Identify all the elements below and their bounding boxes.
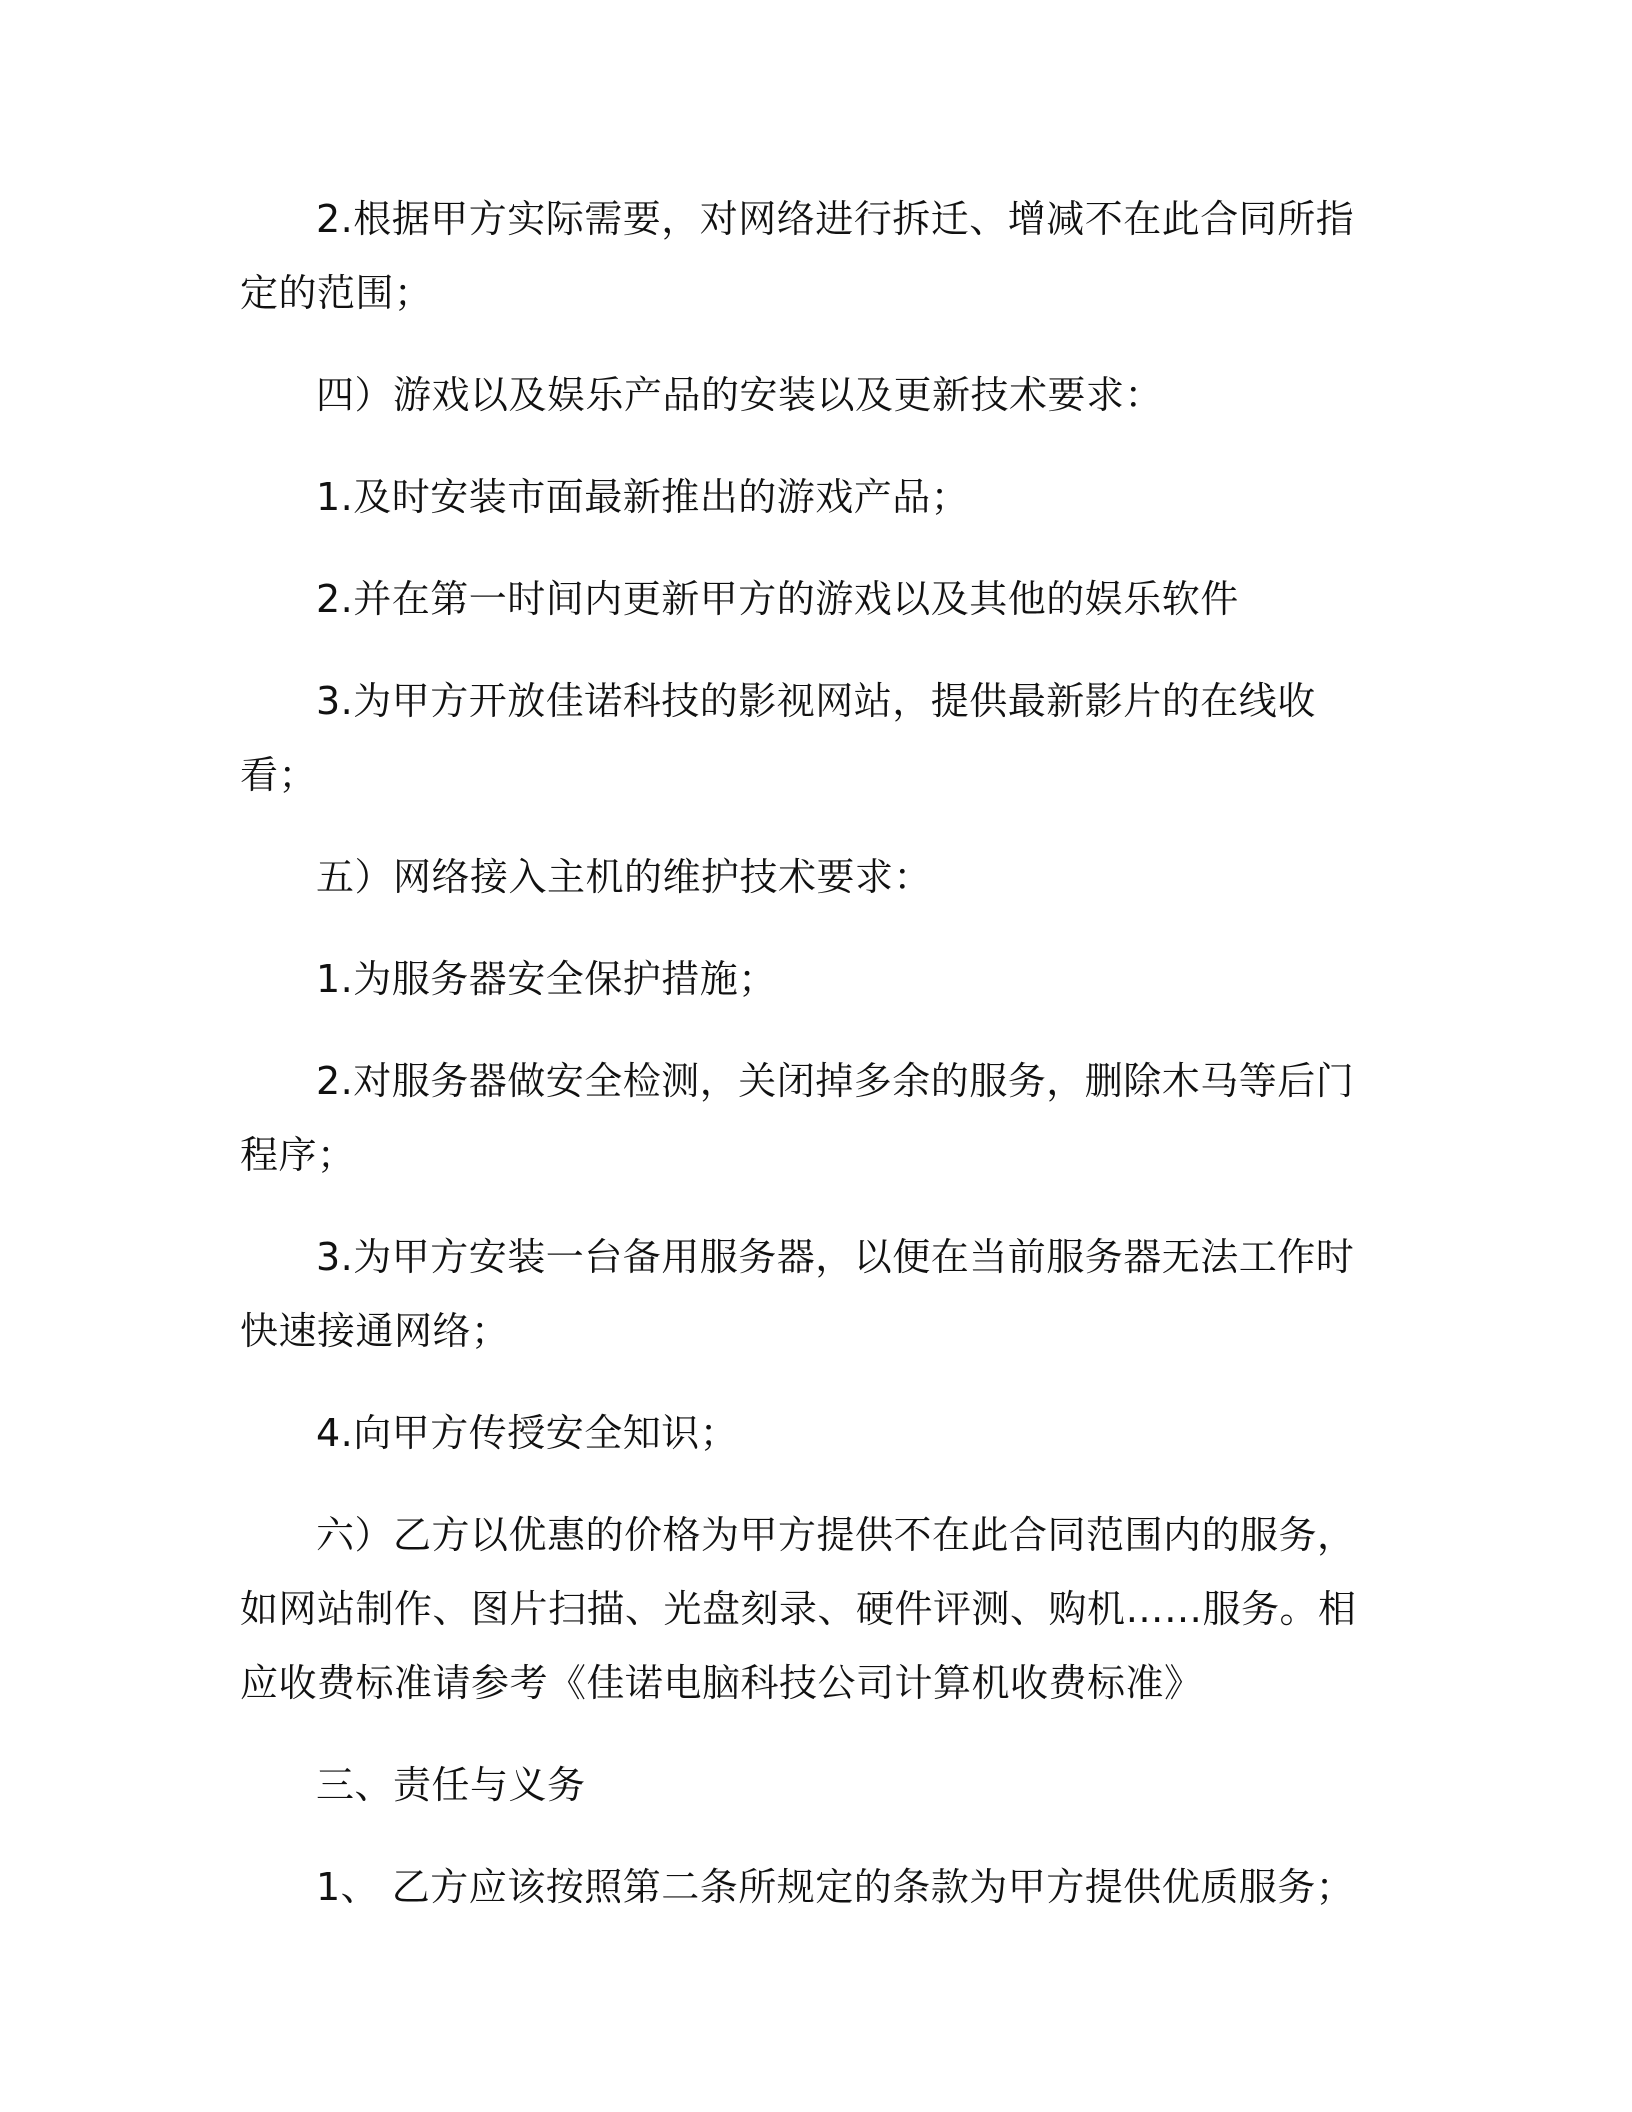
- paragraph-open-video-website: 3.为甲方开放佳诺科技的影视网站，提供最新影片的在线收看；: [240, 679, 1316, 797]
- paragraph-install-new-games: 1.及时安装市面最新推出的游戏产品；: [316, 475, 970, 519]
- paragraph-network-relocation: 2.根据甲方实际需要，对网络进行拆迁、增减不在此合同所指定的范围；: [240, 197, 1355, 315]
- paragraph-discounted-services: 六）乙方以优惠的价格为甲方提供不在此合同范围内的服务，如网站制作、图片扫描、光盘刻录、硬件评测、购机……服务。相应收费标准请参考《佳诺电脑科技公司计算机收费标准》: [240, 1513, 1357, 1705]
- paragraph-backup-server: 3.为甲方安装一台备用服务器，以便在当前服务器无法工作时快速接通网络；: [240, 1235, 1355, 1353]
- heading-responsibilities-obligations: 三、责任与义务: [316, 1763, 586, 1807]
- heading-game-entertainment-requirements: 四）游戏以及娱乐产品的安装以及更新技术要求：: [316, 373, 1164, 417]
- paragraph-quality-service: 1、 乙方应该按照第二条所规定的条款为甲方提供优质服务；: [316, 1865, 1355, 1909]
- paragraph-update-entertainment-software: 2.并在第一时间内更新甲方的游戏以及其他的娱乐软件: [316, 577, 1239, 621]
- paragraph-server-security-check: 2.对服务器做安全检测，关闭掉多余的服务，删除木马等后门程序；: [240, 1059, 1355, 1177]
- paragraph-server-security-measures: 1.为服务器安全保护措施；: [316, 957, 777, 1001]
- heading-host-maintenance-requirements: 五）网络接入主机的维护技术要求：: [316, 855, 933, 899]
- document-body: [240, 182, 1360, 1952]
- paragraph-security-knowledge: 4.向甲方传授安全知识；: [316, 1411, 739, 1455]
